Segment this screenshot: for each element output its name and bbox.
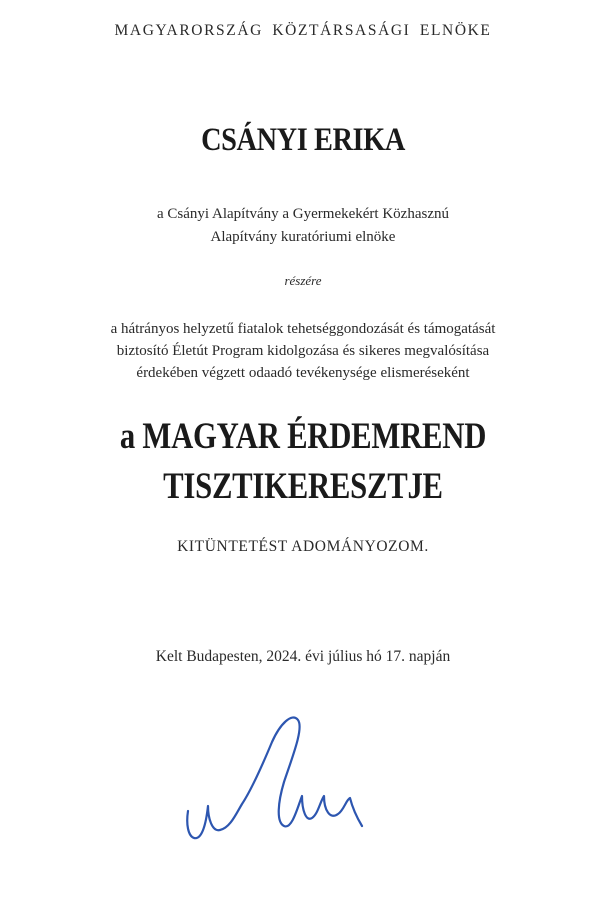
recipient-role-line: Alapítvány kuratóriumi elnöke bbox=[210, 229, 396, 245]
grant-statement: KITÜNTETÉST ADOMÁNYOZOM. bbox=[177, 538, 429, 555]
signature-stroke bbox=[187, 717, 362, 838]
handwritten-signature bbox=[180, 706, 390, 856]
award-reason bbox=[0, 318, 606, 384]
award-reason-line: a hátrányos helyzetű fiatalok tehetséggondozását és támogatását bbox=[110, 321, 496, 337]
recipient-name: CSÁNYI ERIKA bbox=[201, 122, 405, 158]
award-title bbox=[52, 412, 555, 512]
award-reason-line: érdekében végzett odaadó tevékenysége elismeréseként bbox=[136, 365, 470, 381]
recipient-role-line: a Csányi Alapítvány a Gyermekekért Közhasznú bbox=[157, 206, 449, 222]
dated-line: Kelt Budapesten, 2024. évi július hó 17. napján bbox=[155, 648, 451, 665]
issuer-heading: MAGYARORSZÁG KÖZTÁRSASÁGI ELNÖKE bbox=[114, 22, 492, 39]
recipient-role bbox=[0, 203, 606, 249]
for-label: részére bbox=[284, 273, 322, 288]
award-title-line: a MAGYAR ÉRDEMREND bbox=[119, 416, 487, 457]
award-title-line: TISZTIKERESZTJE bbox=[163, 466, 443, 507]
award-reason-line: biztosító Életút Program kidolgozása és sikeres megvalósítása bbox=[116, 343, 490, 359]
